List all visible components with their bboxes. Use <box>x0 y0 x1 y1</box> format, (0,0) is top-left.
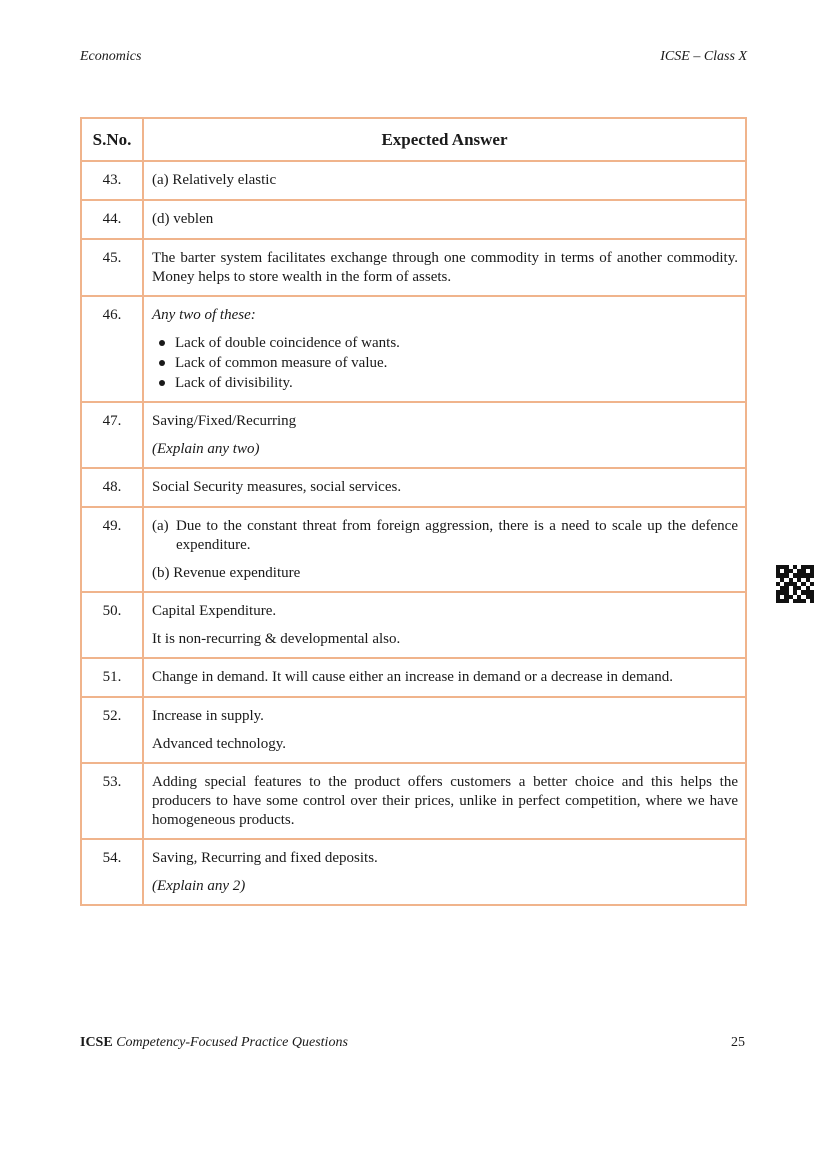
footer-title <box>80 1035 348 1051</box>
table-row <box>81 763 746 839</box>
running-header-class: ICSE – Class X <box>660 49 747 64</box>
table-row <box>81 161 746 200</box>
table-row <box>81 697 746 763</box>
row-number: 49. <box>81 507 143 592</box>
list-item: Lack of divisibility. <box>175 373 738 393</box>
row-answer: The barter system facilitates exchange through one commodity in terms of another commodity. Money helps to store wealth in the form of assets. <box>143 239 746 296</box>
qr-code-icon[interactable] <box>776 565 814 603</box>
row-answer <box>143 839 746 905</box>
row-number: 48. <box>81 468 143 507</box>
answer-line: Saving, Recurring and fixed deposits. <box>152 850 378 866</box>
row-answer <box>143 592 746 658</box>
header-sno: S.No. <box>81 118 143 161</box>
table-row <box>81 296 746 402</box>
row-number: 52. <box>81 697 143 763</box>
table-row <box>81 839 746 905</box>
row-answer <box>143 296 746 402</box>
row-answer <box>143 697 746 763</box>
row-number: 47. <box>81 402 143 468</box>
row-number: 54. <box>81 839 143 905</box>
row-number: 46. <box>81 296 143 402</box>
row-answer <box>143 507 746 592</box>
bullet-list <box>152 333 738 393</box>
answer-line: Saving/Fixed/Recurring <box>152 413 297 429</box>
list-item: Lack of double coincidence of wants. <box>175 333 738 353</box>
row-answer: Change in demand. It will cause either an increase in demand or a decrease in demand. <box>143 658 746 697</box>
table-row <box>81 592 746 658</box>
row-number: 43. <box>81 161 143 200</box>
table-row <box>81 658 746 697</box>
answer-part-b: (b) Revenue expenditure <box>152 565 301 581</box>
row-number: 51. <box>81 658 143 697</box>
answer-note: (Explain any two) <box>152 441 260 457</box>
table-header-row <box>81 118 746 161</box>
answer-line: Increase in supply. <box>152 708 264 724</box>
footer-book-title: Competency-Focused Practice Questions <box>116 1035 348 1050</box>
part-a-text: Due to the constant threat from foreign aggression, there is a need to scale up the defence expenditure. <box>176 518 738 553</box>
answer-table <box>80 117 747 906</box>
row-number: 50. <box>81 592 143 658</box>
row-answer <box>143 402 746 468</box>
row-number: 45. <box>81 239 143 296</box>
table-row <box>81 402 746 468</box>
row-number: 44. <box>81 200 143 239</box>
list-item: Lack of common measure of value. <box>175 353 738 373</box>
table-row <box>81 507 746 592</box>
answer-line: It is non-recurring & developmental also. <box>152 631 401 647</box>
row-answer: Social Security measures, social services. <box>143 468 746 507</box>
answer-line: Capital Expenditure. <box>152 603 277 619</box>
page-number: 25 <box>731 1035 745 1050</box>
table-row <box>81 468 746 507</box>
row-answer: (a) Relatively elastic <box>143 161 746 200</box>
table-row <box>81 200 746 239</box>
header-expected-answer: Expected Answer <box>143 118 746 161</box>
row-answer: Adding special features to the product offers customers a better choice and this helps the producers to have some control over their prices, unlike in perfect competition, where we have homogeneous products. <box>143 763 746 839</box>
answer-part-a <box>152 517 738 555</box>
answer-line: Advanced technology. <box>152 736 286 752</box>
row-answer: (d) veblen <box>143 200 746 239</box>
table-row <box>81 239 746 296</box>
row-number: 53. <box>81 763 143 839</box>
part-a-marker: (a) <box>152 518 169 534</box>
answer-lead: Any two of these: <box>152 307 256 323</box>
answer-note: (Explain any 2) <box>152 878 246 894</box>
running-header-subject: Economics <box>80 49 142 64</box>
footer-brand: ICSE <box>80 1035 113 1050</box>
